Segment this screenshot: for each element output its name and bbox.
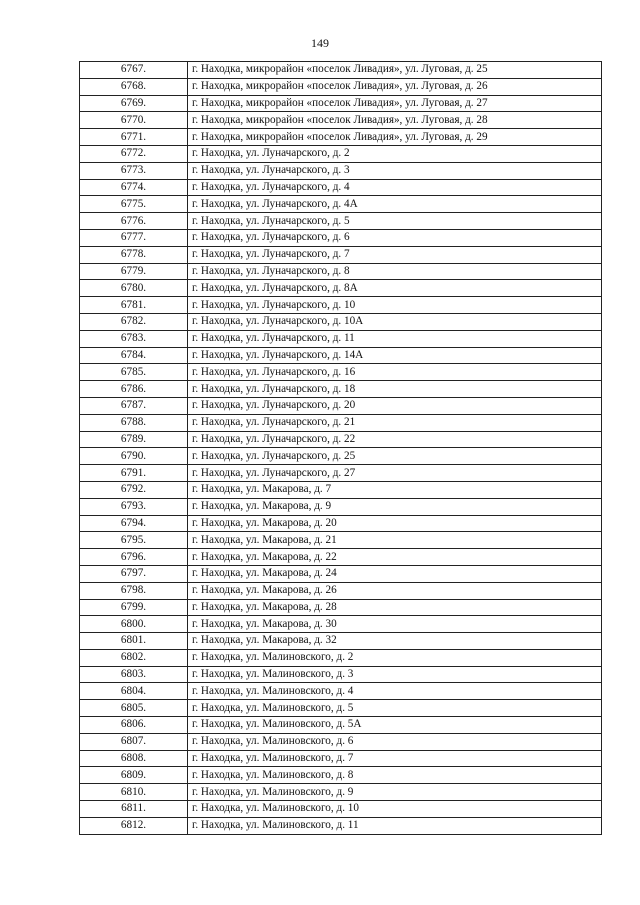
row-number: 6771. (80, 129, 188, 146)
row-number: 6811. (80, 801, 188, 818)
row-number: 6770. (80, 112, 188, 129)
row-address: г. Находка, ул. Луначарского, д. 4А (188, 196, 602, 213)
table-row (80, 649, 602, 666)
row-number: 6809. (80, 767, 188, 784)
row-number: 6803. (80, 666, 188, 683)
table-row (80, 196, 602, 213)
row-address: г. Находка, ул. Луначарского, д. 7 (188, 246, 602, 263)
row-address: г. Находка, микрорайон «поселок Ливадия», ул. Луговая, д. 28 (188, 112, 602, 129)
row-address: г. Находка, ул. Луначарского, д. 5 (188, 213, 602, 230)
row-number: 6801. (80, 633, 188, 650)
row-address: г. Находка, микрорайон «поселок Ливадия», ул. Луговая, д. 26 (188, 78, 602, 95)
row-number: 6793. (80, 498, 188, 515)
table-row (80, 313, 602, 330)
row-address: г. Находка, ул. Малиновского, д. 4 (188, 683, 602, 700)
row-number: 6810. (80, 784, 188, 801)
row-number: 6807. (80, 733, 188, 750)
table-row (80, 78, 602, 95)
row-number: 6798. (80, 582, 188, 599)
table-row (80, 145, 602, 162)
row-address: г. Находка, ул. Малиновского, д. 2 (188, 649, 602, 666)
row-address: г. Находка, ул. Малиновского, д. 10 (188, 801, 602, 818)
table-row (80, 465, 602, 482)
row-number: 6782. (80, 313, 188, 330)
table-row (80, 817, 602, 834)
row-number: 6789. (80, 431, 188, 448)
table-row (80, 129, 602, 146)
row-address: г. Находка, ул. Малиновского, д. 3 (188, 666, 602, 683)
row-address: г. Находка, ул. Луначарского, д. 8 (188, 263, 602, 280)
row-address: г. Находка, ул. Макарова, д. 7 (188, 481, 602, 498)
row-number: 6787. (80, 397, 188, 414)
row-address: г. Находка, ул. Макарова, д. 9 (188, 498, 602, 515)
table-row (80, 582, 602, 599)
table-row (80, 532, 602, 549)
row-address: г. Находка, ул. Луначарского, д. 25 (188, 448, 602, 465)
table-row (80, 397, 602, 414)
table-row (80, 414, 602, 431)
table-row (80, 364, 602, 381)
table-row (80, 633, 602, 650)
table-row (80, 801, 602, 818)
table-row (80, 700, 602, 717)
row-number: 6804. (80, 683, 188, 700)
table-row (80, 62, 602, 79)
row-number: 6796. (80, 549, 188, 566)
table-row (80, 246, 602, 263)
table-row (80, 767, 602, 784)
table-row (80, 330, 602, 347)
row-address: г. Находка, ул. Луначарского, д. 8А (188, 280, 602, 297)
table-row (80, 263, 602, 280)
row-address: г. Находка, ул. Луначарского, д. 11 (188, 330, 602, 347)
table-row (80, 565, 602, 582)
row-number: 6778. (80, 246, 188, 263)
row-address: г. Находка, ул. Макарова, д. 21 (188, 532, 602, 549)
row-address: г. Находка, ул. Макарова, д. 24 (188, 565, 602, 582)
table-row (80, 498, 602, 515)
row-number: 6802. (80, 649, 188, 666)
address-table (79, 61, 602, 835)
row-number: 6800. (80, 616, 188, 633)
row-number: 6795. (80, 532, 188, 549)
table-row (80, 733, 602, 750)
row-number: 6791. (80, 465, 188, 482)
row-address: г. Находка, ул. Луначарского, д. 21 (188, 414, 602, 431)
table-row (80, 213, 602, 230)
row-number: 6805. (80, 700, 188, 717)
row-address: г. Находка, ул. Малиновского, д. 7 (188, 750, 602, 767)
table-row (80, 666, 602, 683)
table-row (80, 95, 602, 112)
row-number: 6774. (80, 179, 188, 196)
table-row (80, 162, 602, 179)
table-row (80, 616, 602, 633)
row-number: 6768. (80, 78, 188, 95)
row-address: г. Находка, ул. Макарова, д. 20 (188, 515, 602, 532)
row-number: 6794. (80, 515, 188, 532)
row-number: 6769. (80, 95, 188, 112)
row-number: 6797. (80, 565, 188, 582)
row-number: 6783. (80, 330, 188, 347)
table-row (80, 112, 602, 129)
row-address: г. Находка, ул. Луначарского, д. 6 (188, 229, 602, 246)
table-row (80, 481, 602, 498)
row-number: 6812. (80, 817, 188, 834)
row-number: 6775. (80, 196, 188, 213)
row-address: г. Находка, ул. Малиновского, д. 11 (188, 817, 602, 834)
row-address: г. Находка, ул. Малиновского, д. 9 (188, 784, 602, 801)
row-number: 6799. (80, 599, 188, 616)
row-address: г. Находка, ул. Луначарского, д. 10А (188, 313, 602, 330)
row-address: г. Находка, ул. Луначарского, д. 27 (188, 465, 602, 482)
row-address: г. Находка, ул. Малиновского, д. 5А (188, 717, 602, 734)
row-address: г. Находка, микрорайон «поселок Ливадия», ул. Луговая, д. 27 (188, 95, 602, 112)
table-row (80, 229, 602, 246)
address-table-body (80, 62, 602, 835)
row-address: г. Находка, ул. Малиновского, д. 5 (188, 700, 602, 717)
table-row (80, 515, 602, 532)
row-number: 6792. (80, 481, 188, 498)
row-address: г. Находка, ул. Луначарского, д. 10 (188, 297, 602, 314)
row-address: г. Находка, ул. Луначарского, д. 18 (188, 381, 602, 398)
row-address: г. Находка, ул. Луначарского, д. 22 (188, 431, 602, 448)
table-row (80, 549, 602, 566)
table-row (80, 784, 602, 801)
row-address: г. Находка, ул. Луначарского, д. 14А (188, 347, 602, 364)
row-number: 6806. (80, 717, 188, 734)
row-number: 6784. (80, 347, 188, 364)
table-row (80, 280, 602, 297)
row-number: 6785. (80, 364, 188, 381)
row-number: 6808. (80, 750, 188, 767)
table-row (80, 179, 602, 196)
row-address: г. Находка, ул. Луначарского, д. 20 (188, 397, 602, 414)
row-number: 6788. (80, 414, 188, 431)
table-row (80, 683, 602, 700)
table-row (80, 750, 602, 767)
row-number: 6767. (80, 62, 188, 79)
row-address: г. Находка, микрорайон «поселок Ливадия», ул. Луговая, д. 29 (188, 129, 602, 146)
table-row (80, 448, 602, 465)
table-row (80, 599, 602, 616)
page-number: 149 (311, 36, 329, 50)
row-address: г. Находка, ул. Луначарского, д. 4 (188, 179, 602, 196)
row-address: г. Находка, ул. Макарова, д. 32 (188, 633, 602, 650)
row-number: 6781. (80, 297, 188, 314)
row-address: г. Находка, ул. Луначарского, д. 2 (188, 145, 602, 162)
row-number: 6777. (80, 229, 188, 246)
row-number: 6790. (80, 448, 188, 465)
row-address: г. Находка, ул. Макарова, д. 22 (188, 549, 602, 566)
row-address: г. Находка, микрорайон «поселок Ливадия», ул. Луговая, д. 25 (188, 62, 602, 79)
row-address: г. Находка, ул. Луначарского, д. 16 (188, 364, 602, 381)
table-row (80, 431, 602, 448)
table-row (80, 347, 602, 364)
row-address: г. Находка, ул. Макарова, д. 26 (188, 582, 602, 599)
row-number: 6772. (80, 145, 188, 162)
row-address: г. Находка, ул. Малиновского, д. 6 (188, 733, 602, 750)
row-address: г. Находка, ул. Малиновского, д. 8 (188, 767, 602, 784)
table-row (80, 381, 602, 398)
table-row (80, 717, 602, 734)
row-number: 6773. (80, 162, 188, 179)
table-row (80, 297, 602, 314)
row-number: 6776. (80, 213, 188, 230)
row-address: г. Находка, ул. Макарова, д. 30 (188, 616, 602, 633)
row-address: г. Находка, ул. Макарова, д. 28 (188, 599, 602, 616)
row-address: г. Находка, ул. Луначарского, д. 3 (188, 162, 602, 179)
row-number: 6779. (80, 263, 188, 280)
row-number: 6786. (80, 381, 188, 398)
row-number: 6780. (80, 280, 188, 297)
